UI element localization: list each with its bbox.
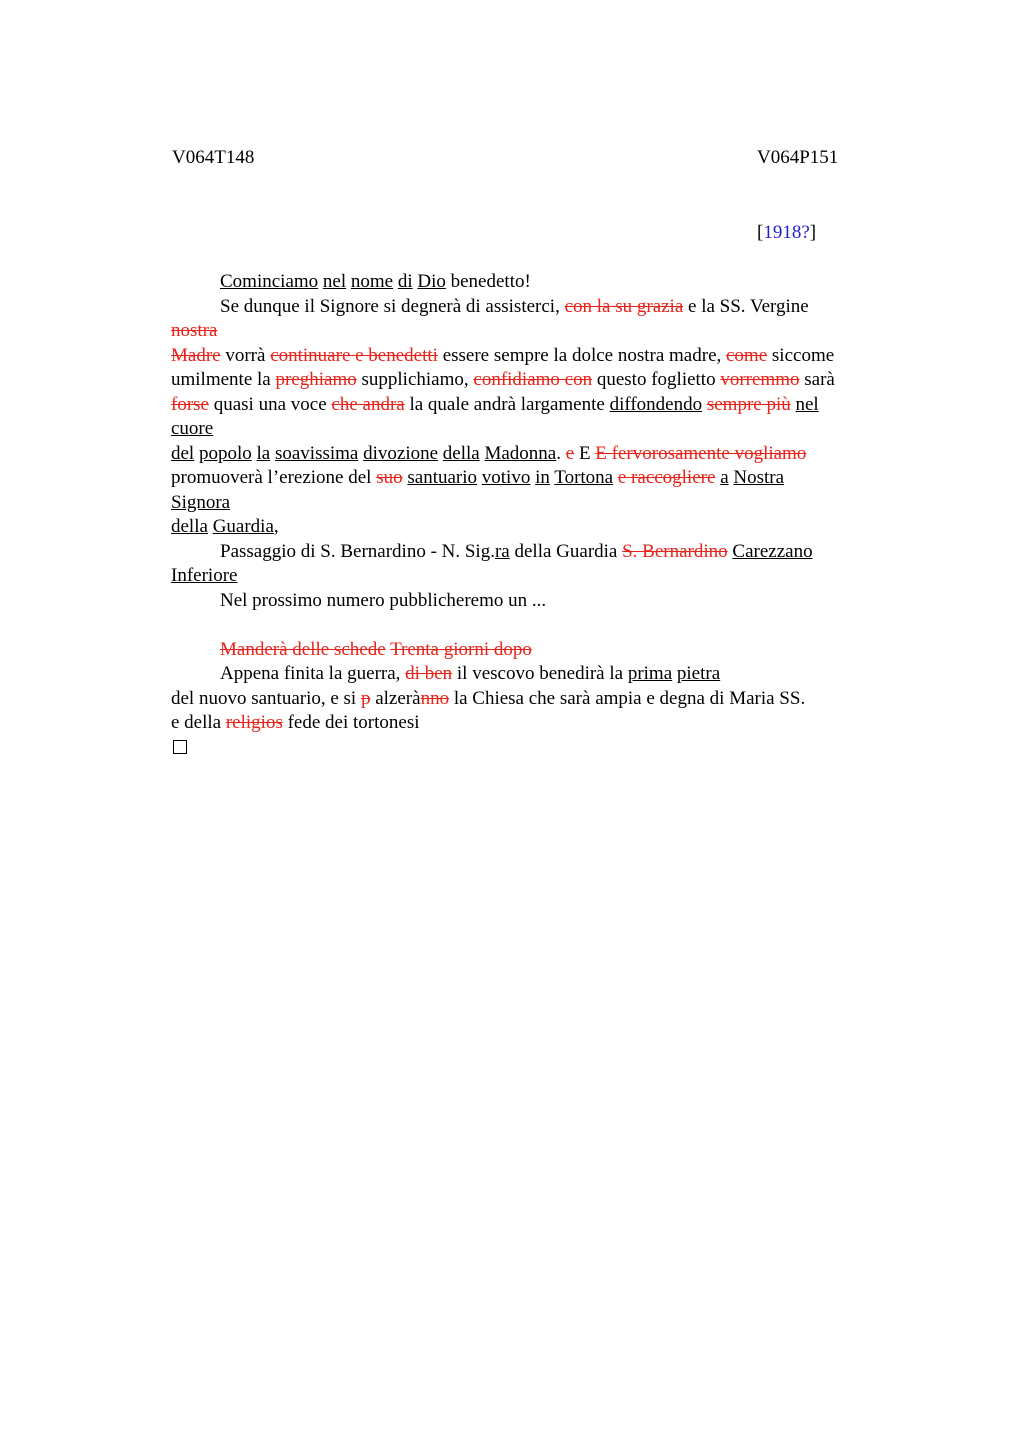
underlined-text: del xyxy=(171,442,195,464)
deleted-text: confidiamo con xyxy=(473,369,593,390)
deleted-text: con la su grazia xyxy=(564,295,684,317)
underlined-text: ra xyxy=(494,540,510,562)
underlined-text: Signora xyxy=(171,491,231,513)
underlined-text: Dio xyxy=(417,271,446,292)
underlined-text: nel xyxy=(795,393,819,415)
underlined-text: Guardia xyxy=(212,516,274,537)
deleted-text: vorremmo xyxy=(720,369,800,390)
text-line xyxy=(171,491,901,516)
text-line xyxy=(171,711,901,736)
underlined-text: santuario xyxy=(407,467,478,488)
text-run: la Chiesa che sarà ampia e degna di Maria SS. xyxy=(449,687,806,709)
text-run: vorrà xyxy=(220,344,271,366)
date-year: 1918? xyxy=(763,222,810,243)
text-run: del nuovo santuario, e si xyxy=(171,687,361,709)
underlined-text: nome xyxy=(350,271,394,292)
text-line xyxy=(171,319,901,344)
underlined-text: Nostra xyxy=(733,467,785,488)
deleted-text: di ben xyxy=(405,663,453,684)
underlined-text: popolo xyxy=(198,442,252,464)
blank-line xyxy=(171,613,901,638)
date-bracket-open: [ xyxy=(757,222,764,243)
text-run: questo foglietto xyxy=(592,369,721,390)
deleted-text: che andra xyxy=(331,393,405,415)
deleted-text: continuare e benedetti xyxy=(270,344,438,366)
underlined-text: della xyxy=(171,516,208,537)
text-line xyxy=(171,662,901,687)
text-line xyxy=(171,687,901,712)
underlined-text: di xyxy=(397,271,413,292)
text-run: e la SS. Vergine xyxy=(683,295,809,317)
text-run: , xyxy=(273,516,279,537)
text-run: supplichiamo, xyxy=(356,369,474,390)
deleted-text: p xyxy=(360,687,371,709)
document-code-right: V064P151 xyxy=(757,147,839,168)
deleted-text: schede xyxy=(333,638,386,660)
underlined-text: prima xyxy=(627,663,673,684)
underlined-text: a xyxy=(720,467,729,488)
text-run: umilmente la xyxy=(171,369,276,390)
text-line xyxy=(171,564,901,589)
text-run: siccome xyxy=(767,344,835,366)
underlined-text: diffondendo xyxy=(609,393,703,415)
text-run: e della xyxy=(171,712,226,733)
text-run: promuoverà l’erezione del xyxy=(171,467,377,488)
underlined-text: Tortona xyxy=(554,467,614,488)
underlined-text: in xyxy=(535,467,550,488)
underlined-text: Inferiore xyxy=(171,565,238,586)
date-bracket-close: ] xyxy=(809,222,817,243)
text-run: Passaggio di S. Bernardino - N. Sig. xyxy=(220,540,495,562)
square-box-icon xyxy=(173,740,187,754)
text-run: benedetto! xyxy=(445,271,531,292)
document-code-left: V064T148 xyxy=(172,147,255,168)
underlined-text: votivo xyxy=(481,467,531,488)
text-run: sarà xyxy=(799,369,835,390)
deleted-text: Trenta giorni dopo xyxy=(390,638,532,660)
underlined-text: cuore xyxy=(171,418,214,439)
text-run: la quale andrà largamente xyxy=(404,393,610,415)
deleted-text: Manderà delle xyxy=(220,638,334,660)
deleted-text: E fervorosamente vogliamo xyxy=(595,442,807,464)
text-line xyxy=(171,540,901,565)
underlined-text: Carezzano xyxy=(732,540,813,562)
transcription-body xyxy=(171,270,901,760)
underlined-text: la xyxy=(256,442,271,464)
text-run: fede dei tortonesi xyxy=(282,712,420,733)
underlined-text: divozione xyxy=(363,442,439,464)
underlined-text: soavissima xyxy=(274,442,359,464)
text-line xyxy=(171,417,901,442)
deleted-text: e raccogliere xyxy=(617,467,716,488)
deleted-text: e xyxy=(565,442,575,464)
text-run: il vescovo benedirà la xyxy=(452,663,628,684)
text-line xyxy=(171,442,901,467)
text-run: Se dunque il Signore si degnerà di assisterci, xyxy=(220,295,565,317)
text-line xyxy=(171,589,901,614)
text-line xyxy=(171,393,901,418)
underlined-text: Madonna xyxy=(484,442,557,464)
text-run: . xyxy=(556,442,566,464)
underlined-text: Cominciamo xyxy=(220,271,319,292)
text-run: E xyxy=(574,442,596,464)
text-run: alzerà xyxy=(370,687,421,709)
deleted-text: come xyxy=(726,344,768,366)
deleted-text: Madre xyxy=(171,344,221,366)
text-line xyxy=(171,368,901,393)
deleted-text: forse xyxy=(171,393,209,415)
deleted-text: sempre più xyxy=(706,393,791,415)
deleted-text: S. Bernardino xyxy=(622,540,728,562)
text-line xyxy=(171,466,901,491)
underlined-text: pietra xyxy=(676,663,721,684)
deleted-text: suo xyxy=(376,467,403,488)
deleted-text: nno xyxy=(420,687,450,709)
text-run: essere sempre la dolce nostra madre, xyxy=(437,344,726,366)
text-line xyxy=(171,270,901,295)
deleted-text: preghiamo xyxy=(275,369,357,390)
date-note xyxy=(757,222,816,244)
text-run: quasi una voce xyxy=(208,393,332,415)
text-run: Nel prossimo numero pubblicheremo un ... xyxy=(220,589,547,611)
text-run: Appena finita la guerra, xyxy=(220,663,406,684)
text-line xyxy=(171,295,901,320)
underlined-text: della xyxy=(442,442,480,464)
deleted-text: religios xyxy=(225,712,283,733)
text-line xyxy=(171,515,901,540)
text-line xyxy=(171,638,901,663)
underlined-text: nel xyxy=(322,271,347,292)
deleted-text: nostra xyxy=(171,320,218,341)
text-run: della Guardia xyxy=(509,540,623,562)
end-mark-line xyxy=(171,736,901,761)
text-line xyxy=(171,344,901,369)
